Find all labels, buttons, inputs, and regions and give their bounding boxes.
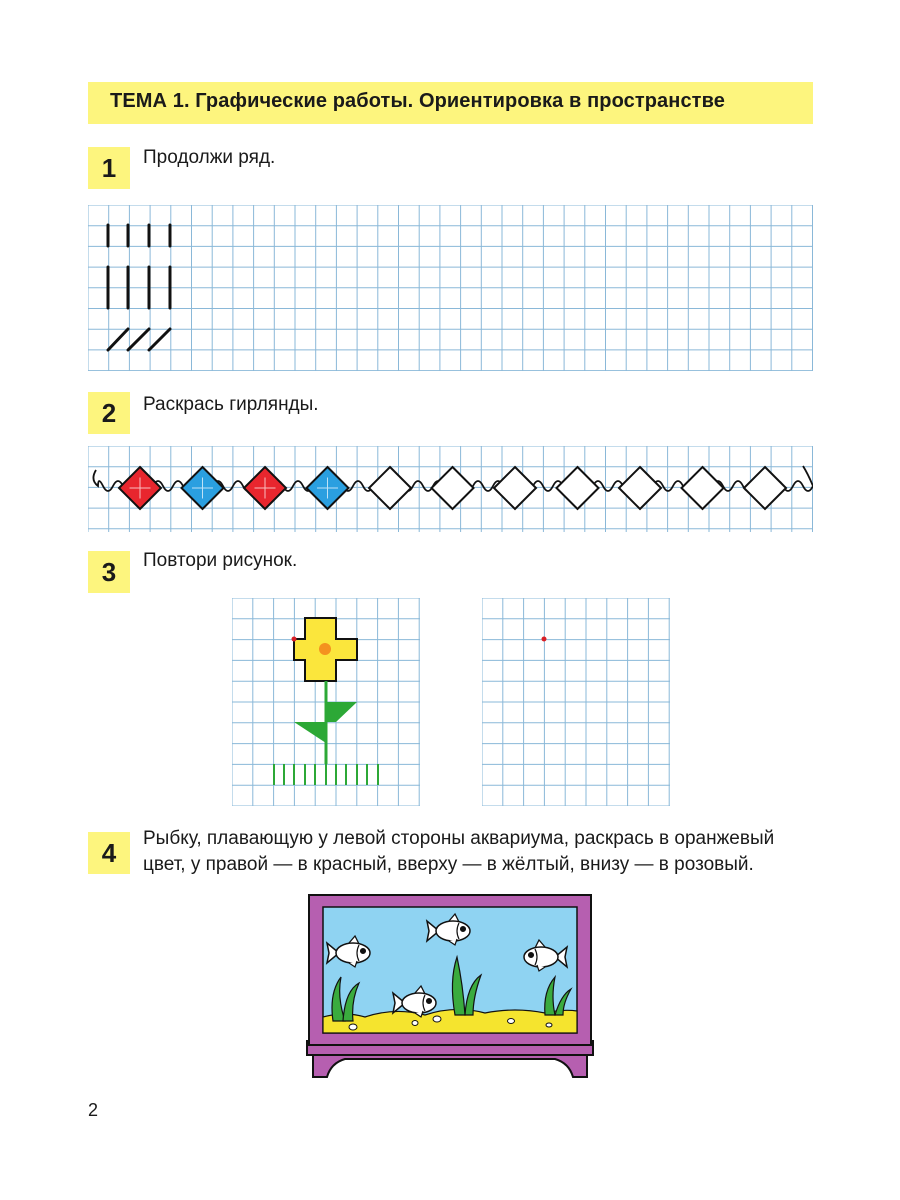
- start-dot: [292, 637, 297, 642]
- garland-diamond-7: [494, 467, 536, 509]
- task-4-text-line-1: Рыбку, плавающую у левой стороны аквариума, раскрась в оранжевый: [143, 828, 775, 849]
- task-3-text: Повтори рисунок.: [143, 550, 298, 571]
- grass: [274, 764, 378, 785]
- garland-diamond-5: [369, 467, 411, 509]
- topic-title: ТЕМА 1. Графические работы. Ориентировка в пространстве: [110, 90, 725, 112]
- sample-flower-grid: [232, 598, 420, 806]
- task-3-number: 3: [88, 551, 130, 593]
- leaf-left: [294, 722, 326, 743]
- page-number: 2: [88, 1100, 99, 1120]
- leaf-right: [326, 702, 357, 722]
- garland-diamond-6: [432, 467, 474, 509]
- flower-center: [319, 643, 331, 655]
- task-1-number: 1: [88, 147, 130, 189]
- garland-diamond-9: [619, 467, 661, 509]
- aquarium: [305, 893, 595, 1085]
- task-4-text-line-2: цвет, у правой — в красный, вверху — в жёлтый, внизу — в розовый.: [143, 854, 754, 875]
- task-1-text: Продолжи ряд.: [143, 147, 276, 168]
- task-1-grid: [88, 205, 813, 371]
- empty-copy-grid: [482, 598, 670, 806]
- task-2-text: Раскрась гирлянды.: [143, 394, 319, 415]
- start-dot: [542, 637, 547, 642]
- topic-header: [88, 82, 813, 124]
- task-4-number: 4: [88, 832, 130, 874]
- task-2-number: 2: [88, 392, 130, 434]
- garland-grid: [88, 446, 813, 532]
- garland-diamond-8: [557, 467, 599, 509]
